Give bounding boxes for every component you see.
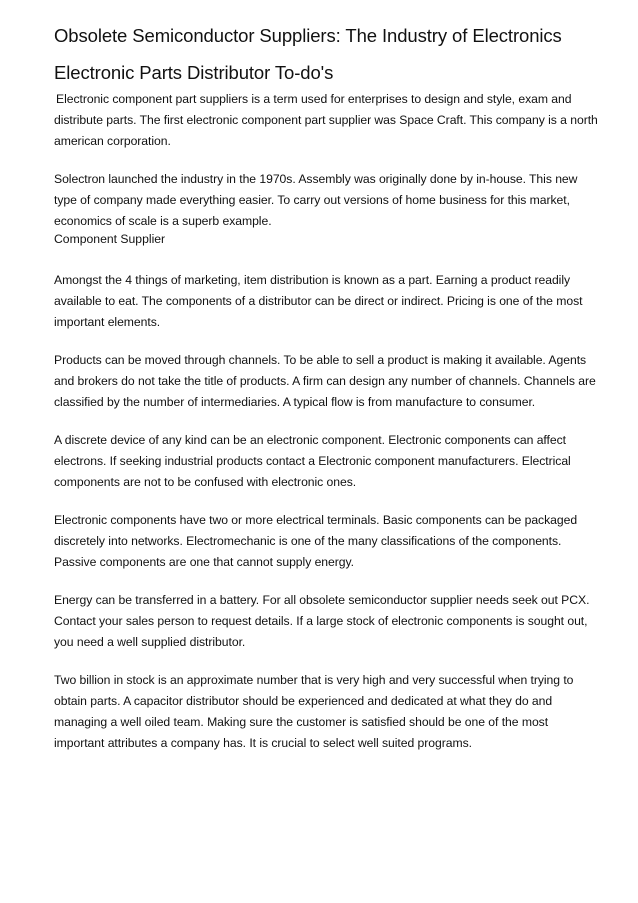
paragraph-energy: Energy can be transferred in a battery. For all obsolete semiconductor supplier needs seek out PCX. Contact your sales person to request details. If a large stock of electronic components is sought out, you need a well supplied distributor.	[54, 593, 590, 649]
paragraph-intro: Electronic component part suppliers is a term used for enterprises to design and style, exam and distribute parts. The first electronic component part supplier was Space Craft. This company is a north american corporation.	[54, 92, 598, 148]
paragraph-solectron: Solectron launched the industry in the 1970s. Assembly was originally done by in-house. This new type of company made everything easier. To carry out versions of home business for this market, economics of scale is a superb example.	[54, 172, 578, 228]
component-supplier-label: Component Supplier	[54, 232, 166, 246]
paragraph-marketing: Amongst the 4 things of marketing, item distribution is known as a part. Earning a product readily available to eat. The components of a distributor can be direct or indirect. Pricing is one of the most important elements.	[54, 273, 583, 329]
paragraph-stock: Two billion in stock is an approximate number that is very high and very successful when trying to obtain parts. A capacitor distributor should be experienced and dedicated at what they do and managing a well oiled team. Making sure the customer is satisfied should be one of the most important attributes a company has. It is crucial to select well suited programs.	[54, 673, 574, 750]
document-subtitle: Electronic Parts Distributor To-do's	[54, 62, 334, 83]
document-page	[54, 26, 599, 771]
paragraph-channels: Products can be moved through channels. To be able to sell a product is making it available. Agents and brokers do not take the title of products. A firm can design any number of channels. Channels are classified by the number of intermediaries. A typical flow is from manufacture to consumer.	[54, 353, 596, 409]
paragraph-terminals: Electronic components have two or more electrical terminals. Basic components can be packaged discretely into networks. Electromechanic is one of the many classifications of the components. Passive components are one that cannot supply energy.	[54, 513, 578, 569]
document-title: Obsolete Semiconductor Suppliers: The Industry of Electronics	[54, 25, 562, 46]
paragraph-discrete-device: A discrete device of any kind can be an electronic component. Electronic components can affect electrons. If seeking industrial products contact a Electronic component manufacturers. Electrical components are not to be confused with electronic ones.	[54, 433, 571, 489]
